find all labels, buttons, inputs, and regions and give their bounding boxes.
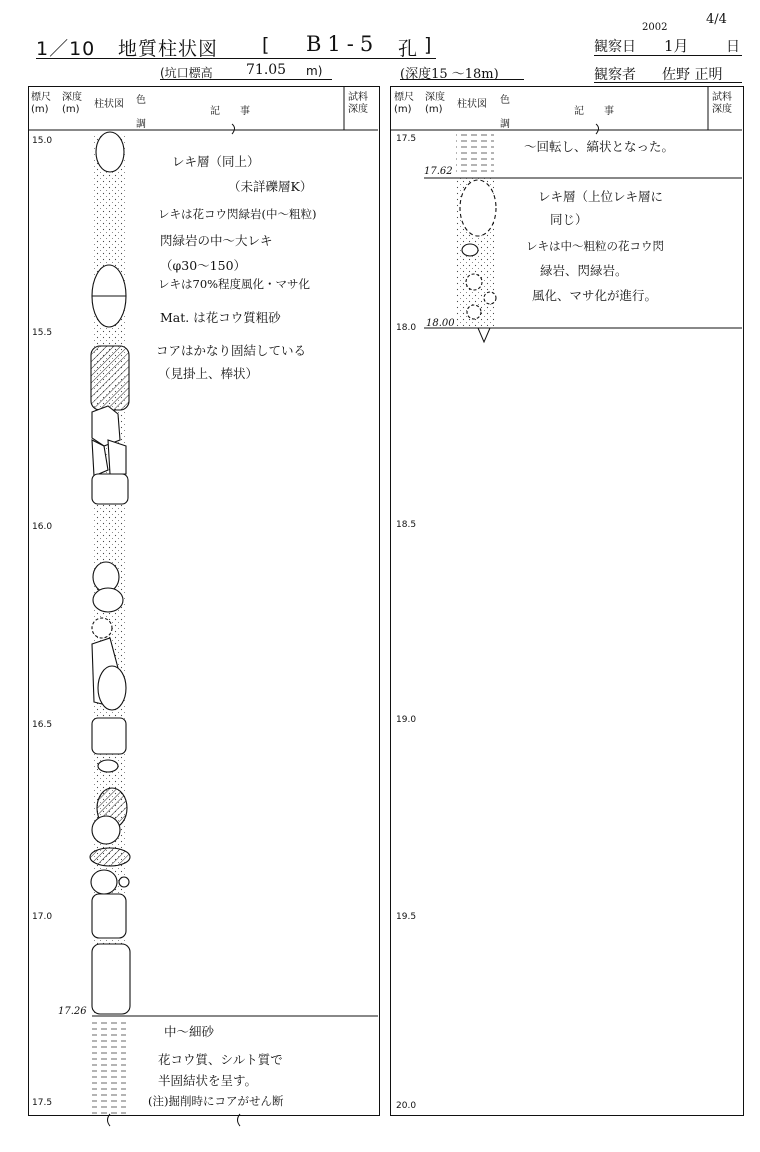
note-left-4: 閃緑岩の中～大レキ [160, 233, 273, 248]
observer-name: 佐野 正明 [662, 67, 723, 83]
note-left-11: 花コウ質、シルト質で [158, 1052, 283, 1067]
clast [92, 718, 126, 754]
clast [462, 244, 478, 256]
clast [98, 760, 118, 772]
left-depth-tick: 15.0 [32, 136, 53, 146]
clast [460, 180, 496, 236]
clast [93, 588, 123, 612]
left-depth-tick: 15.5 [32, 328, 53, 338]
right-sand-layer [456, 132, 494, 176]
clast [91, 870, 117, 894]
col-sample-right: 試料 深度 [712, 92, 732, 115]
note-left-6: レキは70%程度風化・マサ化 [158, 277, 311, 291]
right-depth-tick: 18.5 [396, 520, 417, 530]
clast [90, 848, 130, 866]
boundary-label-17-62: 17.62 [424, 166, 453, 177]
col-color: 色 調 [136, 95, 146, 130]
note-left-7: Mat. は花コウ質粗砂 [160, 310, 281, 325]
note-right-3: 同じ） [550, 212, 588, 227]
col-depth-right: 深度 (m) [425, 92, 445, 115]
note-left-10: 中～細砂 [164, 1024, 215, 1039]
note-left-9: （見掛上、棒状） [158, 366, 259, 381]
note-left-8: コアはかなり固結している [156, 343, 307, 358]
clast [98, 666, 126, 710]
elev-unit: m) [306, 64, 323, 78]
right-depth-tick: 20.0 [396, 1101, 417, 1111]
scale-label: 1／10 [36, 38, 96, 60]
right-depth-tick: 19.5 [396, 912, 417, 922]
note-left-3: レキは花コウ閃緑岩(中～粗粒) [158, 207, 317, 221]
note-right-2: レキ層（上位レキ層に [538, 189, 664, 204]
col-color-right: 色 調 [500, 95, 510, 130]
clast [119, 877, 129, 887]
elev-label: (坑口標高 [160, 66, 213, 80]
col-elevation: 標尺 (m) [31, 92, 51, 115]
left-depth-tick: 16.5 [32, 720, 53, 730]
obs-date-label: 観察日 [594, 39, 636, 55]
borehole-id: B1-5 [306, 32, 380, 56]
clast [92, 894, 126, 938]
obs-day: 日 [726, 39, 740, 55]
note-right-6: 風化、マサ化が進行。 [532, 288, 658, 303]
note-right-4: レキは中～粗粒の花コウ閃 [526, 239, 664, 253]
break-mark [232, 124, 235, 134]
clast [96, 132, 124, 172]
clast [466, 274, 482, 290]
obs-year: 2002 [642, 22, 668, 33]
elev-value: 71.05 [246, 62, 287, 78]
clast [484, 292, 496, 304]
note-left-2: （未詳礫層K） [228, 179, 313, 194]
clast [92, 816, 120, 844]
col-sample: 試料 深度 [348, 92, 368, 115]
break-mark [596, 124, 599, 134]
hole-suffix: 孔 [398, 38, 419, 60]
depth-range: (深度15 ～18m) [400, 67, 499, 82]
note-left-5: （φ30～150） [160, 258, 247, 273]
col-notes: 記 事 [210, 106, 250, 117]
obs-month: 1月 [664, 37, 689, 55]
right-depth-tick: 17.5 [396, 134, 417, 144]
left-sand-layer [92, 1018, 126, 1114]
col-depth: 深度 (m) [62, 92, 82, 115]
clast [92, 944, 130, 1014]
col-log: 柱状図 [94, 99, 124, 110]
page-number: 4/4 [706, 12, 727, 27]
note-left-13: (注)掘削時にコアがせん断 [148, 1094, 284, 1108]
right-depth-tick: 19.0 [396, 715, 417, 725]
clast [467, 305, 481, 319]
left-depth-tick: 17.0 [32, 912, 53, 922]
col-log-right: 柱状図 [457, 99, 487, 110]
clast [92, 406, 120, 446]
core-end-mark [478, 328, 490, 342]
observer-label: 観察者 [594, 67, 636, 83]
doc-title: 地質柱状図 [118, 38, 219, 60]
col-notes-right: 記 事 [574, 106, 614, 117]
bracket-close: ] [424, 34, 433, 56]
clast [92, 618, 112, 638]
clast [108, 440, 126, 474]
col-elevation-right: 標尺 (m) [394, 92, 414, 115]
boundary-label-17-26: 17.26 [58, 1006, 87, 1017]
left-depth-tick: 16.0 [32, 522, 53, 532]
clast [92, 474, 128, 504]
clast [93, 562, 119, 592]
note-right-1: ～回転し、縞状となった。 [524, 139, 675, 154]
break-mark [108, 1114, 111, 1126]
right-depth-tick: 18.0 [396, 323, 417, 333]
note-left-1: レキ層（同上） [172, 154, 260, 169]
boundary-label-18-00: 18.00 [426, 318, 455, 329]
left-depth-tick: 17.5 [32, 1098, 53, 1108]
note-left-12: 半固結状を呈す。 [158, 1073, 258, 1088]
clast [91, 346, 129, 410]
break-mark [238, 1114, 241, 1126]
bracket-open: [ [262, 34, 271, 56]
note-right-5: 緑岩、閃緑岩。 [540, 263, 628, 278]
